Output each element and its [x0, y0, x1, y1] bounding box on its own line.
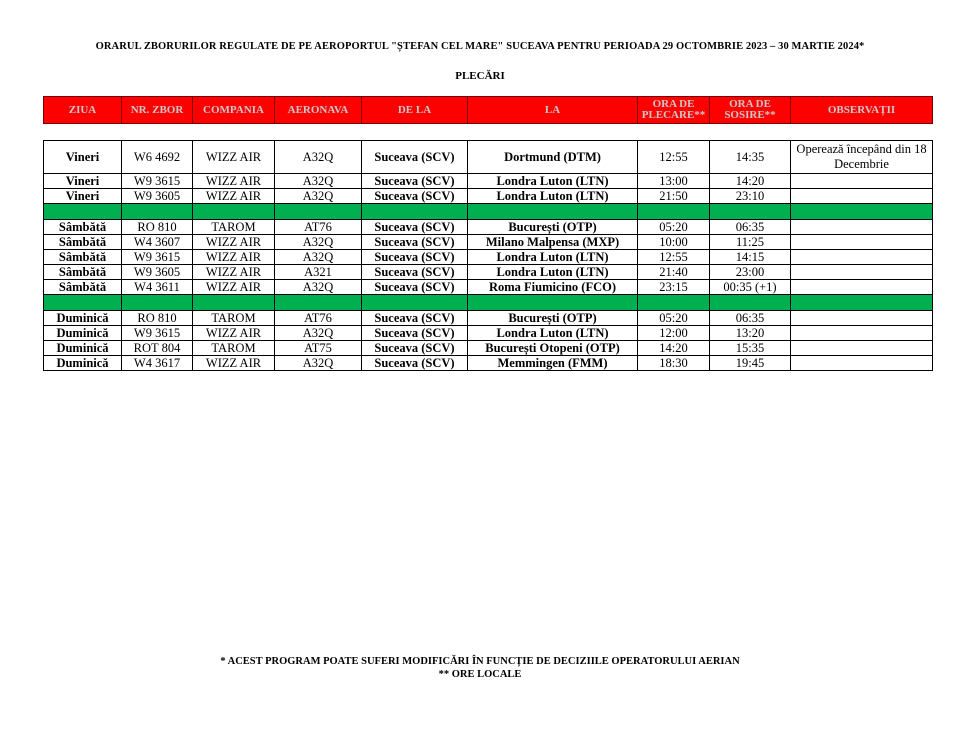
origin-cell: Suceava (SCV)	[362, 250, 468, 265]
destination-cell: Memmingen (FMM)	[468, 356, 638, 371]
day-cell: Vineri	[44, 141, 122, 174]
column-header: OBSERVAȚII	[791, 97, 933, 124]
departure-time-cell: 12:55	[638, 141, 710, 174]
departure-time-cell: 18:30	[638, 356, 710, 371]
origin-cell: Suceava (SCV)	[362, 326, 468, 341]
flight-number-cell: RO 810	[122, 220, 193, 235]
aircraft-cell: A32Q	[275, 356, 362, 371]
departure-time-cell: 21:40	[638, 265, 710, 280]
origin-cell: Suceava (SCV)	[362, 356, 468, 371]
separator-cell	[791, 295, 933, 311]
table-row	[44, 326, 933, 341]
column-header: ORA DE SOSIRE**	[710, 97, 791, 124]
origin-cell: Suceava (SCV)	[362, 174, 468, 189]
aircraft-cell: A32Q	[275, 141, 362, 174]
airline-cell: TAROM	[193, 311, 275, 326]
separator-cell	[193, 295, 275, 311]
flight-number-cell: RO 810	[122, 311, 193, 326]
table-header	[43, 96, 933, 124]
column-header: ORA DE PLECARE**	[638, 97, 710, 124]
column-header: COMPANIA	[193, 97, 275, 124]
separator-cell	[468, 204, 638, 220]
aircraft-cell: A32Q	[275, 326, 362, 341]
arrival-time-cell: 11:25	[710, 235, 791, 250]
day-cell: Sâmbătă	[44, 265, 122, 280]
separator-cell	[638, 295, 710, 311]
day-cell: Vineri	[44, 189, 122, 204]
flight-number-cell: W9 3615	[122, 326, 193, 341]
arrival-time-cell: 14:35	[710, 141, 791, 174]
destination-cell: Londra Luton (LTN)	[468, 326, 638, 341]
table-row	[44, 235, 933, 250]
flight-number-cell: W9 3605	[122, 265, 193, 280]
separator-cell	[193, 204, 275, 220]
destination-cell: Londra Luton (LTN)	[468, 174, 638, 189]
separator-cell	[791, 204, 933, 220]
flight-number-cell: W4 3607	[122, 235, 193, 250]
aircraft-cell: A32Q	[275, 250, 362, 265]
arrival-time-cell: 23:10	[710, 189, 791, 204]
origin-cell: Suceava (SCV)	[362, 189, 468, 204]
destination-cell: Londra Luton (LTN)	[468, 250, 638, 265]
observations-cell	[791, 265, 933, 280]
airline-cell: WIZZ AIR	[193, 174, 275, 189]
separator-cell	[122, 295, 193, 311]
aircraft-cell: A32Q	[275, 280, 362, 295]
departure-time-cell: 10:00	[638, 235, 710, 250]
observations-cell	[791, 250, 933, 265]
departure-time-cell: 13:00	[638, 174, 710, 189]
flights-table	[43, 140, 933, 371]
observations-cell	[791, 189, 933, 204]
airline-cell: WIZZ AIR	[193, 141, 275, 174]
destination-cell: Milano Malpensa (MXP)	[468, 235, 638, 250]
flight-number-cell: W4 3617	[122, 356, 193, 371]
flight-number-cell: ROT 804	[122, 341, 193, 356]
flight-number-cell: W9 3615	[122, 174, 193, 189]
arrival-time-cell: 19:45	[710, 356, 791, 371]
destination-cell: București (OTP)	[468, 311, 638, 326]
separator-cell	[710, 204, 791, 220]
destination-cell: Londra Luton (LTN)	[468, 265, 638, 280]
airline-cell: WIZZ AIR	[193, 326, 275, 341]
aircraft-cell: A321	[275, 265, 362, 280]
aircraft-cell: A32Q	[275, 189, 362, 204]
arrival-time-cell: 14:15	[710, 250, 791, 265]
arrival-time-cell: 13:20	[710, 326, 791, 341]
airline-cell: TAROM	[193, 220, 275, 235]
departure-time-cell: 12:55	[638, 250, 710, 265]
arrival-time-cell: 06:35	[710, 220, 791, 235]
departure-time-cell: 21:50	[638, 189, 710, 204]
table-row	[44, 250, 933, 265]
airline-cell: WIZZ AIR	[193, 356, 275, 371]
origin-cell: Suceava (SCV)	[362, 141, 468, 174]
departure-time-cell: 23:15	[638, 280, 710, 295]
table-row	[44, 356, 933, 371]
separator-cell	[362, 204, 468, 220]
airline-cell: TAROM	[193, 341, 275, 356]
origin-cell: Suceava (SCV)	[362, 341, 468, 356]
arrival-time-cell: 23:00	[710, 265, 791, 280]
table-row	[44, 341, 933, 356]
observations-cell	[791, 220, 933, 235]
airline-cell: WIZZ AIR	[193, 250, 275, 265]
departure-time-cell: 12:00	[638, 326, 710, 341]
separator-cell	[362, 295, 468, 311]
departure-time-cell: 05:20	[638, 311, 710, 326]
separator-cell	[638, 204, 710, 220]
flight-number-cell: W9 3615	[122, 250, 193, 265]
day-cell: Duminică	[44, 326, 122, 341]
table-row	[44, 280, 933, 295]
observations-cell	[791, 174, 933, 189]
aircraft-cell: AT76	[275, 220, 362, 235]
arrival-time-cell: 14:20	[710, 174, 791, 189]
observations-cell	[791, 311, 933, 326]
table-row	[44, 141, 933, 174]
day-cell: Sâmbătă	[44, 235, 122, 250]
departure-time-cell: 05:20	[638, 220, 710, 235]
day-cell: Duminică	[44, 341, 122, 356]
separator-cell	[468, 295, 638, 311]
origin-cell: Suceava (SCV)	[362, 280, 468, 295]
observations-cell	[791, 326, 933, 341]
arrival-time-cell: 15:35	[710, 341, 791, 356]
column-header: AERONAVA	[275, 97, 362, 124]
origin-cell: Suceava (SCV)	[362, 265, 468, 280]
day-cell: Vineri	[44, 174, 122, 189]
airline-cell: WIZZ AIR	[193, 189, 275, 204]
flight-number-cell: W9 3605	[122, 189, 193, 204]
footnote-schedule-change: * ACEST PROGRAM POATE SUFERI MODIFICĂRI ÎN FUNCȚIE DE DECIZIILE OPERATORULUI AERIAN	[220, 656, 740, 667]
column-header: NR. ZBOR	[122, 97, 193, 124]
table-row	[44, 311, 933, 326]
aircraft-cell: AT75	[275, 341, 362, 356]
table-row	[44, 174, 933, 189]
day-cell: Sâmbătă	[44, 250, 122, 265]
airline-cell: WIZZ AIR	[193, 235, 275, 250]
observations-cell	[791, 341, 933, 356]
flight-number-cell: W6 4692	[122, 141, 193, 174]
destination-cell: București Otopeni (OTP)	[468, 341, 638, 356]
separator-cell	[275, 295, 362, 311]
column-header: LA	[468, 97, 638, 124]
arrival-time-cell: 06:35	[710, 311, 791, 326]
airline-cell: WIZZ AIR	[193, 265, 275, 280]
day-cell: Duminică	[44, 356, 122, 371]
airline-cell: WIZZ AIR	[193, 280, 275, 295]
flight-number-cell: W4 3611	[122, 280, 193, 295]
footnotes	[0, 655, 960, 681]
section-title: PLECĂRI	[455, 70, 505, 82]
observations-cell	[791, 235, 933, 250]
day-cell: Duminică	[44, 311, 122, 326]
document-title: ORARUL ZBORURILOR REGULATE DE PE AEROPORTUL "ȘTEFAN CEL MARE" SUCEAVA PENTRU PERIOADA 29 OCTOMBRIE 2023 – 30 MARTIE 2024*	[95, 41, 865, 52]
day-cell: Sâmbătă	[44, 280, 122, 295]
aircraft-cell: A32Q	[275, 174, 362, 189]
table-row	[44, 189, 933, 204]
footnote-local-time: ** ORE LOCALE	[438, 669, 522, 680]
destination-cell: București (OTP)	[468, 220, 638, 235]
separator-cell	[44, 204, 122, 220]
destination-cell: Roma Fiumicino (FCO)	[468, 280, 638, 295]
separator-cell	[275, 204, 362, 220]
day-separator	[44, 204, 933, 220]
column-header: ZIUA	[44, 97, 122, 124]
separator-cell	[44, 295, 122, 311]
origin-cell: Suceava (SCV)	[362, 235, 468, 250]
destination-cell: Londra Luton (LTN)	[468, 189, 638, 204]
observations-cell	[791, 356, 933, 371]
table-row	[44, 265, 933, 280]
arrival-time-cell: 00:35 (+1)	[710, 280, 791, 295]
observations-cell: Operează începând din 18 Decembrie	[791, 141, 933, 174]
table-row	[44, 220, 933, 235]
separator-cell	[122, 204, 193, 220]
separator-cell	[710, 295, 791, 311]
observations-cell	[791, 280, 933, 295]
aircraft-cell: A32Q	[275, 235, 362, 250]
day-cell: Sâmbătă	[44, 220, 122, 235]
origin-cell: Suceava (SCV)	[362, 311, 468, 326]
departure-time-cell: 14:20	[638, 341, 710, 356]
day-separator	[44, 295, 933, 311]
origin-cell: Suceava (SCV)	[362, 220, 468, 235]
column-header: DE LA	[362, 97, 468, 124]
aircraft-cell: AT76	[275, 311, 362, 326]
destination-cell: Dortmund (DTM)	[468, 141, 638, 174]
